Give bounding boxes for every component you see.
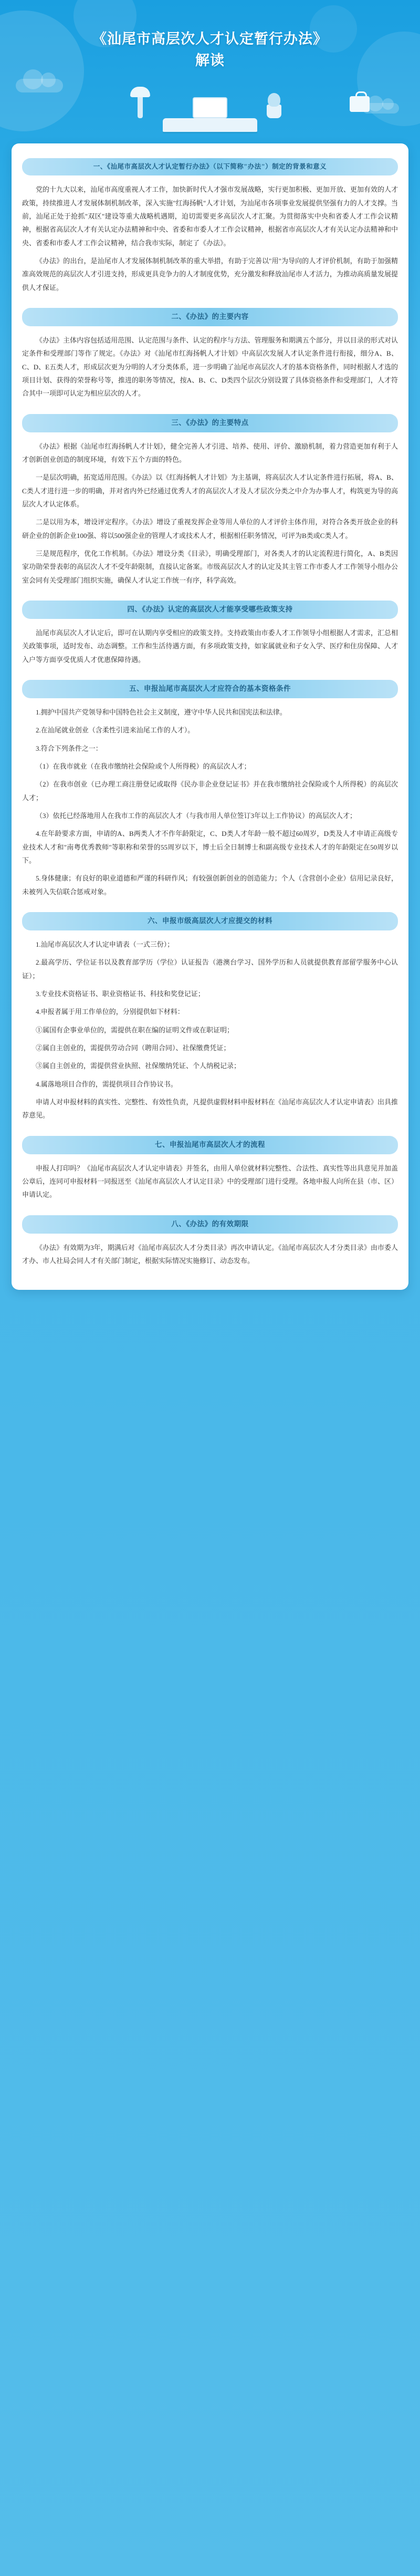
header-illustration [0, 80, 420, 143]
section-5-item-4: 4.在年龄要求方面，申请的A、B两类人才不作年龄限定，C、D类人才年龄一般不超过60周岁，D类及人才申请正高级专业技术人才和"南粤优秀教师"等职称和荣誉的55周岁以下，博士后全日制博士和副高级专业技术人才的年龄限定在50周岁以下。 [22, 830, 398, 865]
potted-plant-icon [267, 105, 281, 118]
section-heading-6-text: 六、申报市级高层次人才应提交的材料 [148, 917, 272, 925]
desk-shape [163, 118, 257, 132]
section-heading-6 [22, 912, 398, 930]
section-3-paragraph-3: 二是以用为本，增设评定程序。《办法》增设了重视发挥企业等用人单位的人才评价主体作用，对符合各类开放企业的科研企业的创新企业100强、将以500强企业的管理人才或技术人才，根据相任职务情况，可评为B类或C类人才。 [22, 518, 398, 540]
section-5-item-3-3: （3）依托已经落地用人在我市工作的高层次人才（与我市用人单位签订3年以上工作协议）的高层次人才； [36, 812, 357, 820]
section-heading-3-text: 三、《办法》的主要特点 [171, 418, 249, 427]
page-title-line1: 《汕尾市高层次人才认定暂行办法》 [92, 31, 328, 47]
section-5-item-3: 3.符合下列条件之一： [36, 744, 102, 752]
section-heading-7-text: 七、申报汕尾市高层次人才的流程 [155, 1140, 265, 1149]
section-7-paragraph-1: 申报人打印吗？《汕尾市高层次人才认定申请表》并签名，由用人单位就材料完整性、合法性、真实性等出具意见并加盖公章后，连同可申报材料一同报送至《汕尾市高层次人才认定目录》中的受理部门进行受理。各地申报人向所在县（市、区）申请认定。 [22, 1164, 398, 1199]
desk-lamp-icon [138, 95, 143, 118]
content-card [12, 143, 408, 1290]
section-6-item-3: 3.专业技术资格证书、职业资格证书、科技和奖登记证； [36, 990, 205, 998]
section-5-item-1: 1.拥护中国共产党领导和中国特色社会主义制度，遵守中华人民共和国宪法和法律。 [36, 708, 287, 716]
section-heading-8 [22, 1215, 398, 1234]
section-6-item-4-3: ③属自主创业的，需提供营业执照、社保缴纳凭证、个人纳税记录； [36, 1062, 241, 1070]
section-6-note: 申请人对申报材料的真实性、完整性、有效性负责，凡提供虚假材料申报材料在《汕尾市高层次人才认定申请表》出具推荐意见。 [22, 1098, 398, 1120]
section-2-paragraph-1: 《办法》主体内容包括适用范围、认定范围与条件、认定的程序与方法、管理服务和期满五个部分，并以目录的形式对认定条件和受理部门等作了规定。《办法》对《汕尾市红海扬帆人才计划》中高层次发展人才认定条件进行衔接，细分A、B、C、D、E五类人才，形成层次更为分明的人才分类体系，进一步明确了汕尾市高层次人才的基本资格条件，同时根据人才选的项目计划、获得的荣誉称号等，推进的职务等情况，按A、B、C、D类四个层次分别设置了具体资格条件和受理部门，人才符合其中一项即可认定为相应层次的人才。 [22, 336, 398, 398]
section-heading-5-text: 五、申报汕尾市高层次人才应符合的基本资格条件 [129, 685, 291, 693]
page-title [32, 28, 388, 71]
section-heading-7 [22, 1136, 398, 1154]
section-heading-4-text: 四、《办法》认定的高层次人才能享受哪些政策支持 [127, 605, 293, 614]
section-3-paragraph-2: 一是层次明确，拓宽适用范围。《办法》以《红海扬帆人才计划》为主基调，将高层次人才认定条件进行拓展，将A、B、C类人才进行进一步的明确，并对省内外已经通过优秀人才的高层次人才及人才层次分类之中介为办事人才，构筑更为导的高层次人才认定体系。 [22, 473, 398, 509]
briefcase-icon [350, 96, 370, 112]
section-5-item-3-2: （2）在我市创业（已办理工商注册登记或取得《民办非企业登记证书》并在我市缴纳社会保险或个人所得税）的高层次人才； [22, 780, 398, 802]
section-heading-4 [22, 601, 398, 619]
section-heading-5 [22, 680, 398, 698]
section-1-paragraph-2: 《办法》的出台，是汕尾市人才发展体制机制改革的重大举措，有助于完善以"用"为导向的人才评价机制，有助于加强精准高效规范的高层次人才引进支持，形成更具竞争力的人才制度优势，充分激发和释放汕尾市人才活力，为推动高质量发展提供人才保证。 [22, 257, 398, 292]
section-3-paragraph-4: 三是规范程序，优化工作机制。《办法》增设分类《目录》，明确受理部门，对各类人才的认定流程进行简化，A、B类因家功勋荣誉表彰的高层次人才不受年龄限制，直接认定备案。市级高层次人才的认定及其主管工作市委人才工作领导小组办公室会同有关受理部门组织实施，确保人才认定工作统一有序，科学高效。 [22, 550, 398, 584]
section-heading-2-text: 二、《办法》的主要内容 [171, 313, 249, 321]
section-5-item-3-1: （1）在我市就业（在我市缴纳社会保险或个人所得税）的高层次人才； [36, 762, 251, 771]
section-4-paragraph-1: 汕尾市高层次人才认定后，即可在认期内享受相应的政策支持。支持政策由市委人才工作领导小组根据人才需求，汇总相关政策事项，适时发布、动态调整。工作和生活待遇方面，有多项政策支持，如家属就业和子女入学、医疗和住房保障、人才入户等方面享受优质人才优惠保障待遇。 [22, 629, 398, 664]
section-5-item-5: 5.身体健康；有良好的职业道德和严谨的科研作风；有较强创新创业的创造能力；个人（含营创小企业）信用记录良好，未被列入失信联合惩戒对象。 [22, 874, 398, 896]
page-title-line2: 解读 [195, 52, 225, 68]
section-8-paragraph-1: 《办法》有效期为3年，期满后对《汕尾市高层次人才分类目录》再次申请认定。《汕尾市高层次人才分类目录》由市委人才办、市人社局会同人才有关部门制定，根据实际情况实施修订、动态发布。 [22, 1243, 398, 1265]
section-5-item-2: 2.在汕尾就业创业（含柔性引进来汕尾工作的人才）。 [36, 726, 195, 734]
section-6-item-4-4: 4.属落地项目合作的，需提供项目合作协议书。 [36, 1080, 177, 1088]
section-6-item-1: 1.汕尾市高层次人才认定申请表（一式三份）； [36, 940, 174, 949]
section-6-item-4-1: ①属国有企事业单位的，需提供在职在编的证明文件或在职证明； [36, 1026, 234, 1034]
section-6-item-4-2: ②属自主创业的，需提供劳动合同（聘用合同）、社保缴费凭证； [36, 1044, 230, 1052]
section-6-item-2: 2.最高学历、学位证书以及教育部学历（学位）认证报告（港澳台学习、国外学历和人员就提供教育部留学服务中心认证）； [22, 958, 398, 980]
section-heading-8-text: 八、《办法》的有效期限 [171, 1219, 249, 1228]
section-3-paragraph-1: 《办法》根据《汕尾市红海扬帆人才计划》，健全完善人才引进、培养、使用、评价、激励机制，着力营造更加有利于人才创新创业创造的制度环境，有效下五个方面的特色。 [22, 442, 398, 464]
section-heading-3 [22, 414, 398, 432]
page-header [0, 0, 420, 71]
section-heading-1 [22, 158, 398, 175]
section-1-paragraph-1: 党的十九大以来，汕尾市高度重视人才工作，加快新时代人才强市发展战略，实行更加积极、更加开放、更加有效的人才政策，持续推进人才发展体制机制改革，深入实施"红海扬帆"人才计划，为汕尾市各项事业发展提供坚强有力的人才支撑。当前，汕尾正处于抢抓"双区"建设等重大战略机遇期，迫切需要更多高层次人才汇聚。为贯彻落实中央和省委人才工作会议精神，根据省高层次人才有关认定办法精神和中央、省委和市委人才工作会议精神，根据省市高层次人才有关认定办法精神和中央、省委和市委人才工作会议精神，结合我市实际，制定了《办法》。 [22, 185, 398, 247]
section-6-item-4: 4.申报者属于用工作单位的，分别提供如下材料： [36, 1008, 184, 1016]
section-heading-1-text: 一、《汕尾市高层次人才认定暂行办法》（以下简称"办法"）制定的背景和意义 [93, 163, 327, 170]
laptop-icon [193, 97, 227, 118]
section-heading-2 [22, 308, 398, 326]
